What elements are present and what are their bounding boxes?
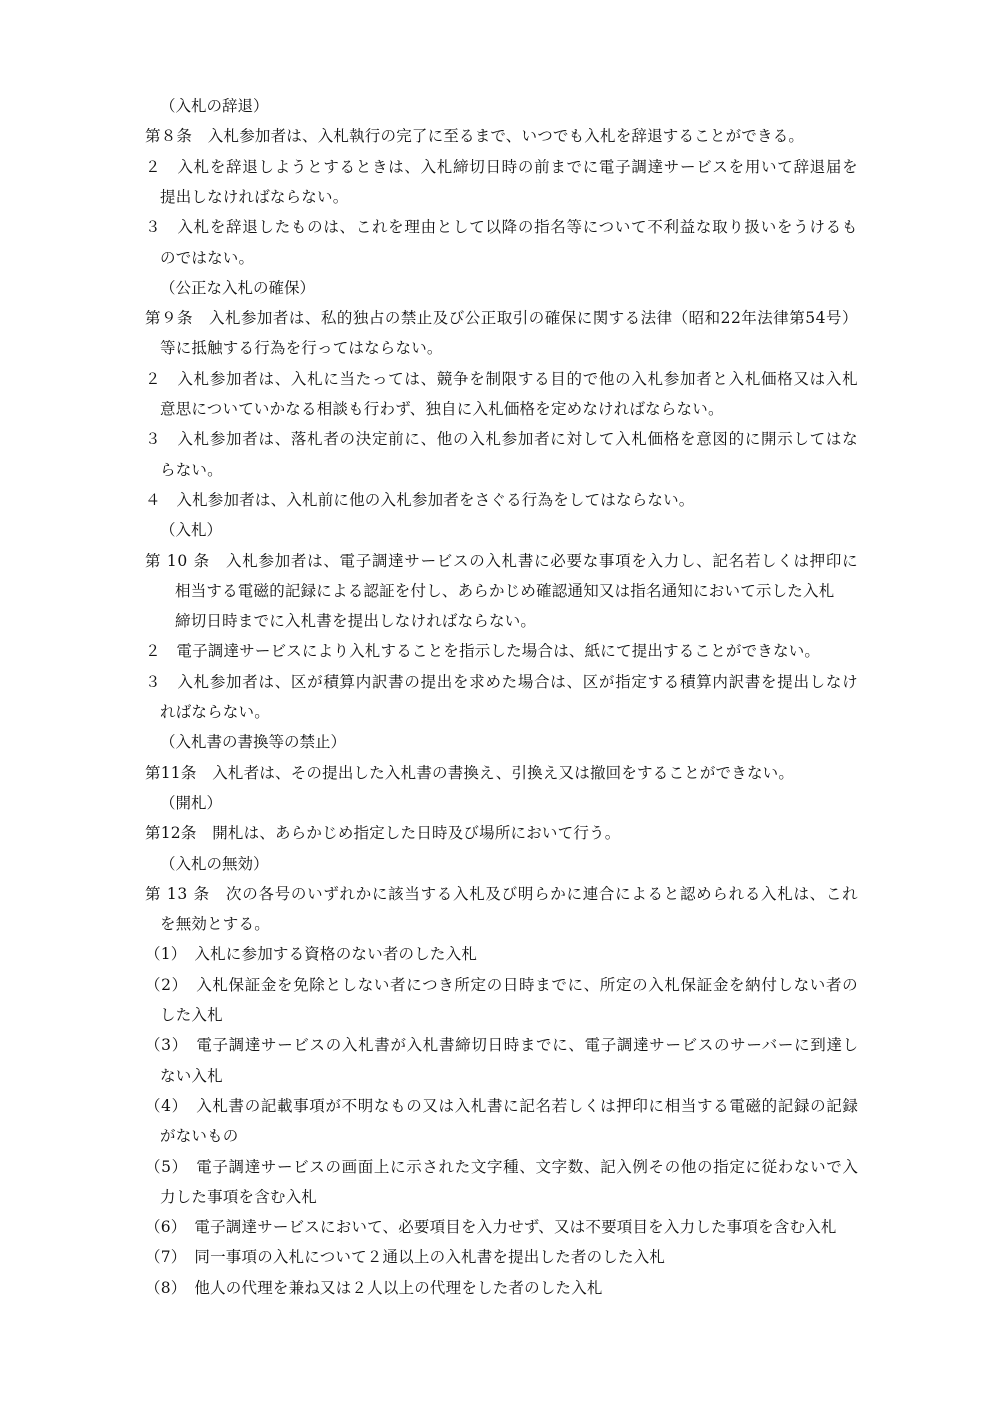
text-line-paragraph: ２ 電子調達サービスにより入札することを指示した場合は、紙にて提出することができない。 bbox=[145, 642, 821, 660]
text-line-article: 第12条 開札は、あらかじめ指定した日時及び場所において行う。 bbox=[145, 824, 621, 842]
text-line-item: （6） 電子調達サービスにおいて、必要項目を入力せず、又は不要項目を入力した事項を含む入札 bbox=[145, 1218, 837, 1236]
text-line-item: （7） 同一事項の入札について２通以上の入札書を提出した者のした入札 bbox=[145, 1248, 666, 1266]
text-line-continuation: ない入札 bbox=[160, 1067, 223, 1085]
text-line-paragraph: ２ 入札参加者は、入札に当たっては、競争を制限する目的で他の入札参加者と入札価格又は入札 bbox=[145, 370, 859, 388]
text-line-continuation: 等に抵触する行為を行ってはならない。 bbox=[160, 339, 443, 357]
text-line-item: （2） 入札保証金を免除としない者につき所定の日時までに、所定の入札保証金を納付しない者の bbox=[145, 976, 859, 994]
text-line-item: （5） 電子調達サービスの画面上に示された文字種、文字数、記入例その他の指定に従わないで入 bbox=[145, 1158, 859, 1176]
text-line-paragraph: ４ 入札参加者は、入札前に他の入札参加者をさぐる行為をしてはならない。 bbox=[145, 491, 695, 509]
text-line-continuation: 締切日時までに入札書を提出しなければならない。 bbox=[175, 612, 537, 630]
text-line-continuation: らない。 bbox=[160, 461, 223, 479]
text-line-article: 第 10 条 入札参加者は、電子調達サービスの入札書に必要な事項を入力し、記名若しくは押印に bbox=[145, 552, 859, 570]
text-line-continuation: ればならない。 bbox=[160, 703, 270, 721]
text-line-caption: （入札の辞退） bbox=[160, 97, 269, 115]
text-line-continuation: 提出しなければならない。 bbox=[160, 188, 349, 206]
text-line-article: 第８条 入札参加者は、入札執行の完了に至るまで、いつでも入札を辞退することができる。 bbox=[145, 127, 805, 145]
text-line-item: （1） 入札に参加する資格のない者のした入札 bbox=[145, 945, 478, 963]
text-line-continuation: した入札 bbox=[160, 1006, 223, 1024]
text-line-item: （4） 入札書の記載事項が不明なもの又は入札書に記名若しくは押印に相当する電磁的記録の記録 bbox=[145, 1097, 859, 1115]
text-line-paragraph: ３ 入札参加者は、区が積算内訳書の提出を求めた場合は、区が指定する積算内訳書を提出しなけ bbox=[145, 673, 859, 691]
text-line-continuation: 意思についていかなる相談も行わず、独自に入札価格を定めなければならない。 bbox=[160, 400, 724, 418]
text-line-continuation: 相当する電磁的記録による認証を付し、あらかじめ確認通知又は指名通知において示した入札 bbox=[175, 582, 835, 600]
text-line-caption: （入札の無効） bbox=[160, 855, 269, 873]
text-line-continuation: がないもの bbox=[160, 1127, 239, 1145]
text-line-article: 第 13 条 次の各号のいずれかに該当する入札及び明らかに連合によると認められる入札は、これ bbox=[145, 885, 859, 903]
text-line-paragraph: ３ 入札参加者は、落札者の決定前に、他の入札参加者に対して入札価格を意図的に開示してはな bbox=[145, 430, 859, 448]
text-line-article: 第９条 入札参加者は、私的独占の禁止及び公正取引の確保に関する法律（昭和22年法律第54号） bbox=[145, 309, 858, 327]
text-line-paragraph: ２ 入札を辞退しようとするときは、入札締切日時の前までに電子調達サービスを用いて辞退届を bbox=[145, 158, 859, 176]
text-line-continuation: のではない。 bbox=[160, 249, 255, 267]
text-line-caption: （開札） bbox=[160, 794, 223, 812]
text-line-continuation: 力した事項を含む入札 bbox=[160, 1188, 318, 1206]
text-line-item: （3） 電子調達サービスの入札書が入札書締切日時までに、電子調達サービスのサーバーに到達し bbox=[145, 1036, 859, 1054]
text-line-paragraph: ３ 入札を辞退したものは、これを理由として以降の指名等について不利益な取り扱いをうけるも bbox=[145, 218, 859, 236]
text-line-article: 第11条 入札者は、その提出した入札書の書換え、引換え又は撤回をすることができない。 bbox=[145, 764, 795, 782]
text-line-continuation: を無効とする。 bbox=[160, 915, 270, 933]
text-line-item: （8） 他人の代理を兼ね又は２人以上の代理をした者のした入札 bbox=[145, 1279, 603, 1297]
text-line-caption: （入札） bbox=[160, 521, 223, 539]
text-line-caption: （公正な入札の確保） bbox=[160, 279, 316, 297]
text-line-caption: （入札書の書換等の禁止） bbox=[160, 733, 347, 751]
